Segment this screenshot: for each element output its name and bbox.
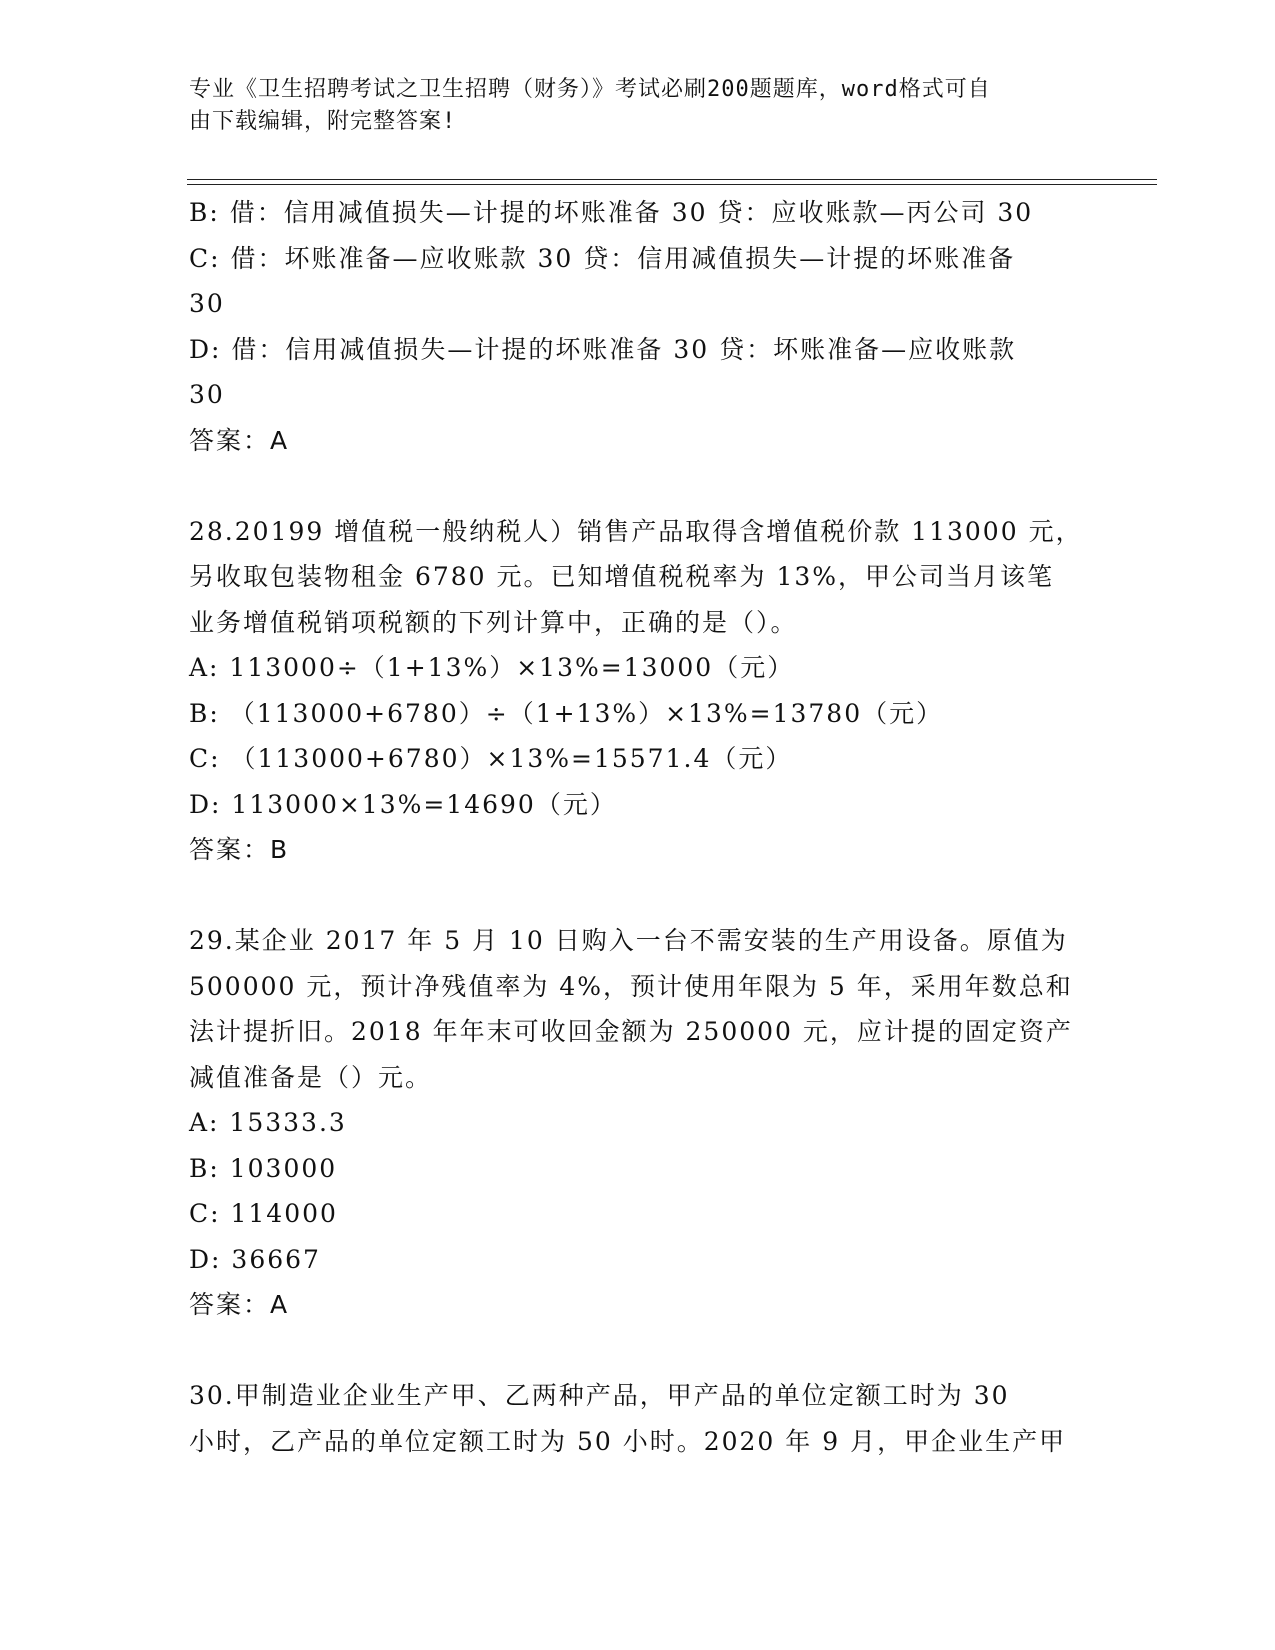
option-c-line-1: C: 借：坏账准备—应收账款 30 贷：信用减值损失—计提的坏账准备 bbox=[189, 243, 1016, 273]
question-29 bbox=[189, 918, 1089, 1328]
question-stem-line-1: 29.某企业 2017 年 5 月 10 日购入一台不需安装的生产用设备。原值为 bbox=[189, 926, 1068, 955]
document-body bbox=[189, 190, 1089, 1464]
spacer bbox=[189, 1328, 1089, 1374]
question-stem-line-3: 法计提折旧。2018 年年末可收回金额为 250000 元，应计提的固定资产 bbox=[189, 1017, 1073, 1046]
question-stem-line-3: 业务增值税销项税额的下列计算中，正确的是（）。 bbox=[189, 607, 798, 637]
option-c: C: （113000+6780）×13%=15571.4（元） bbox=[189, 744, 793, 773]
header-divider-bottom bbox=[187, 184, 1157, 185]
previous-question-block bbox=[189, 190, 1089, 463]
option-b: B: 103000 bbox=[189, 1153, 338, 1183]
option-c-line-2: 30 bbox=[189, 289, 225, 318]
question-stem-line-2: 另收取包装物租金 6780 元。已知增值税税率为 13%，甲公司当月该笔 bbox=[189, 562, 1055, 591]
option-c: C: 114000 bbox=[189, 1199, 338, 1228]
spacer bbox=[189, 463, 1089, 509]
header-line-1: 专业《卫生招聘考试之卫生招聘（财务）》考试必刷200题题库，word格式可自 bbox=[189, 77, 991, 102]
option-a: A: 15333.3 bbox=[189, 1108, 347, 1137]
question-stem-line-4: 减值准备是（）元。 bbox=[189, 1062, 433, 1092]
document-header bbox=[189, 74, 1089, 138]
spacer bbox=[189, 873, 1089, 919]
question-stem-line-1: 28.20199 增值税一般纳税人）销售产品取得含增值税价款 113000 元， bbox=[189, 516, 1083, 546]
question-30 bbox=[189, 1373, 1089, 1464]
option-d: D: 36667 bbox=[189, 1244, 321, 1274]
question-stem-line-1: 30.甲制造业企业生产甲、乙两种产品，甲产品的单位定额工时为 30 bbox=[189, 1381, 1010, 1410]
answer: 答案：B bbox=[189, 835, 290, 864]
option-d: D: 113000×13%=14690（元） bbox=[189, 789, 617, 819]
option-d-line-1: D: 借：信用减值损失—计提的坏账准备 30 贷：坏账准备—应收账款 bbox=[189, 334, 1017, 364]
answer: 答案：A bbox=[189, 425, 290, 455]
option-a: A: 113000÷（1+13%）×13%=13000（元） bbox=[189, 653, 795, 682]
option-b: B: （113000+6780）÷（1+13%）×13%=13780（元） bbox=[189, 698, 944, 728]
option-d-line-2: 30 bbox=[189, 380, 225, 409]
answer: 答案：A bbox=[189, 1290, 290, 1319]
option-b: B: 借：信用减值损失—计提的坏账准备 30 贷：应收账款—丙公司 30 bbox=[189, 198, 1034, 227]
header-divider-top bbox=[187, 179, 1157, 180]
header-line-2: 由下载编辑，附完整答案! bbox=[189, 109, 457, 134]
question-stem-line-2: 小时，乙产品的单位定额工时为 50 小时。2020 年 9 月，甲企业生产甲 bbox=[189, 1426, 1067, 1456]
question-28 bbox=[189, 509, 1089, 873]
question-stem-line-2: 500000 元，预计净残值率为 4%，预计使用年限为 5 年，采用年数总和 bbox=[189, 971, 1073, 1001]
